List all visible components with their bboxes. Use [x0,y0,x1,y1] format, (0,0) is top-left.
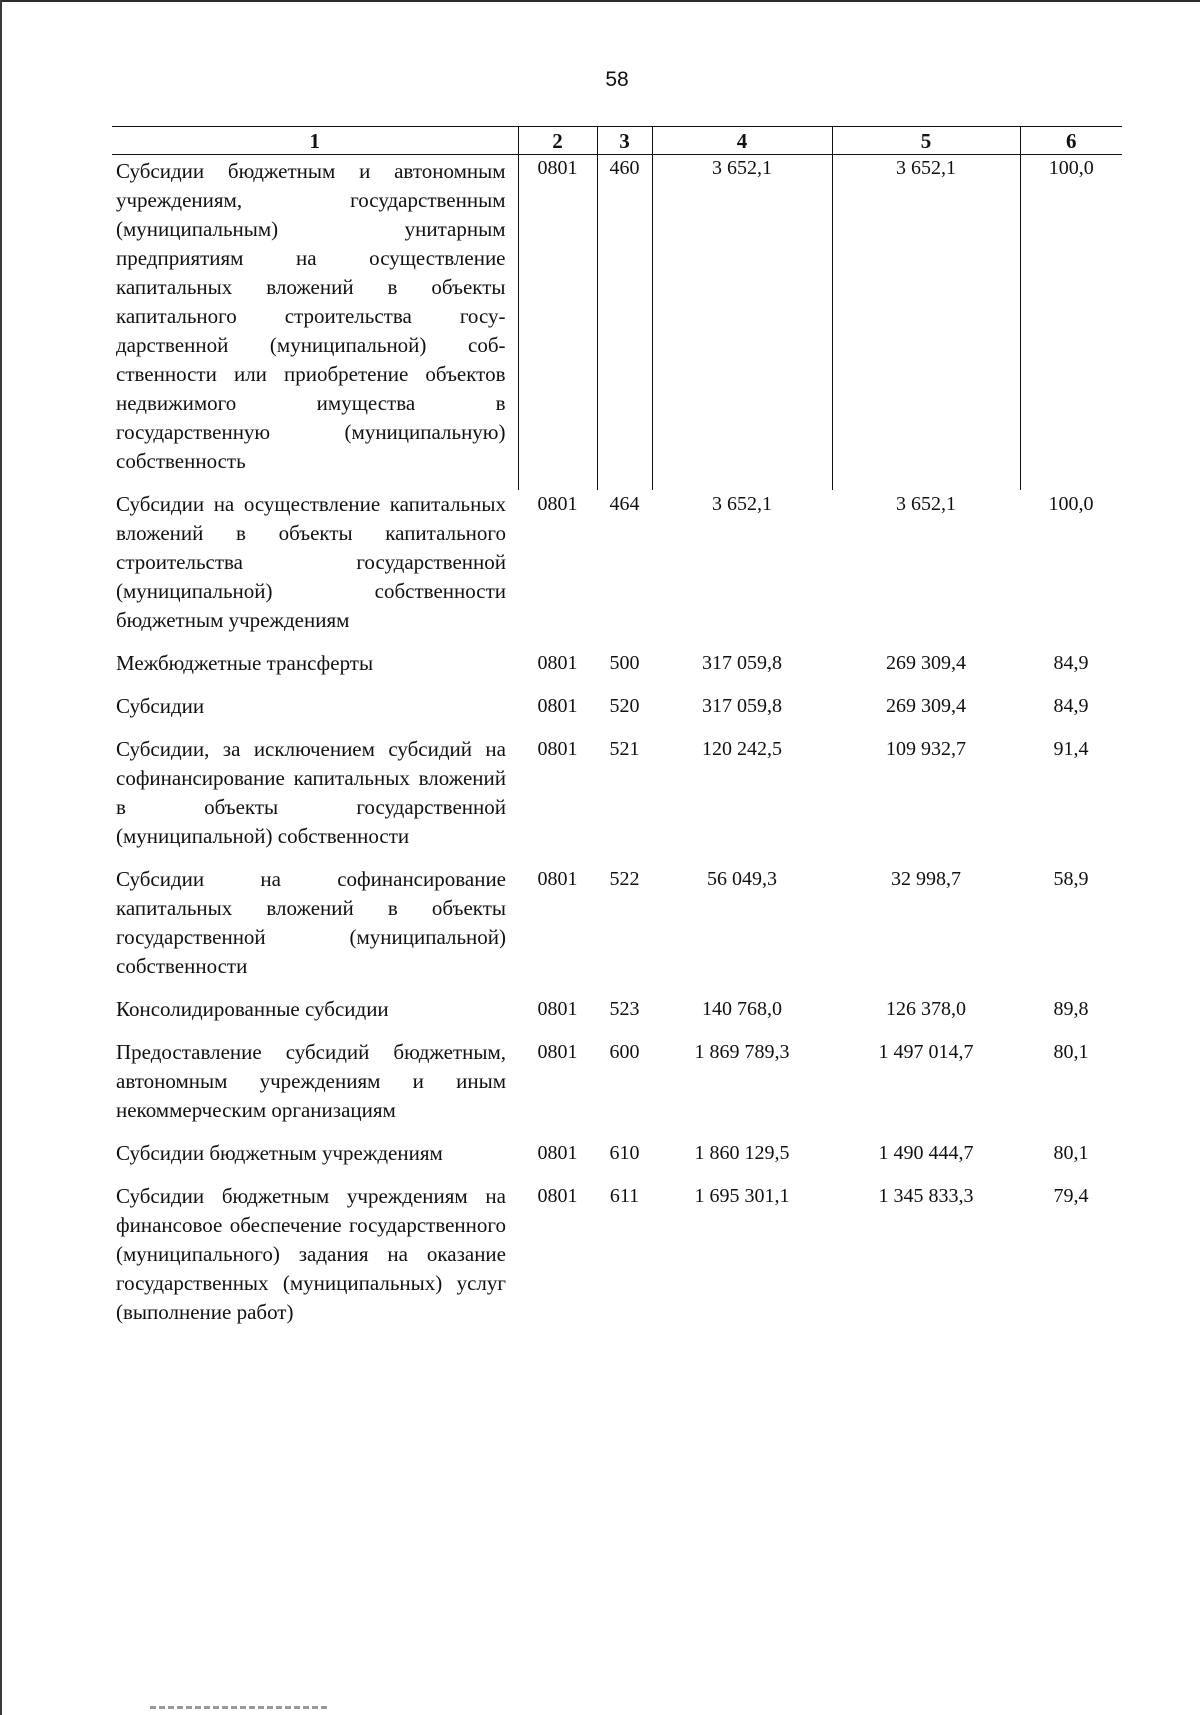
row-expense-type: 600 [609,1041,640,1063]
row-name: Субсидии, за исключением субсидий на софинансирование капитальных вложений в объекты государственной (муниципальной) собственности [116,737,506,848]
row-col-5: 3 652,1 [832,155,1020,491]
table-row [112,865,1122,995]
row-col-6: 80,1 [1053,1041,1089,1063]
table-header [112,127,1122,155]
row-section-code: 0801 [537,695,578,717]
row-col-4: 317 059,8 [702,652,782,674]
row-col-6: 58,9 [1053,868,1089,890]
row-name: Субсидии на осуществление капитальных вложений в объекты капитального строительства государственной (муниципальной) собственности бюджетным учреждениям [116,492,506,632]
scan-edge-left [0,0,2,1715]
row-expense-type: 460 [597,155,652,491]
row-col-4: 1 869 789,3 [694,1041,790,1063]
row-col-4: 3 652,1 [652,155,832,491]
page-number: 58 [605,68,629,91]
row-col-4: 1 695 301,1 [694,1185,790,1207]
scan-edge-top [0,0,1200,2]
row-col-4: 1 860 129,5 [694,1142,790,1164]
row-expense-type: 611 [609,1185,640,1207]
row-col-6: 91,4 [1053,738,1089,760]
row-name: Межбюджетные трансферты [116,651,374,675]
row-col-5: 269 309,4 [886,652,966,674]
row-col-5: 109 932,7 [886,738,966,760]
table-row [112,692,1122,735]
header-col-4: 4 [652,127,832,155]
table-row [112,649,1122,692]
row-section-code: 0801 [518,155,597,491]
row-section-code: 0801 [537,1142,578,1164]
row-col-5: 126 378,0 [886,998,966,1020]
table-row [112,995,1122,1038]
table-row [112,1139,1122,1182]
row-name: Субсидии бюджетным учреждениям [116,1141,443,1165]
row-name: Консолидированные субсидии [116,997,389,1021]
header-col-5: 5 [832,127,1020,155]
row-col-6: 79,4 [1053,1185,1089,1207]
row-section-code: 0801 [537,1185,578,1207]
row-expense-type: 464 [609,493,640,515]
row-col-4: 317 059,8 [702,695,782,717]
row-col-6: 100,0 [1048,493,1094,515]
row-col-4: 3 652,1 [712,493,772,515]
row-col-5: 3 652,1 [896,493,956,515]
header-row [112,127,1122,155]
table-row [112,735,1122,865]
budget-table-container [112,126,1122,1327]
row-expense-type: 500 [609,652,640,674]
row-expense-type: 520 [609,695,640,717]
row-expense-type: 523 [609,998,640,1020]
row-section-code: 0801 [537,868,578,890]
row-col-5: 269 309,4 [886,695,966,717]
row-name: Субсидии бюджетным учреждениям на финансовое обеспечение государственного (муниципального) задания на оказание государственных (муниципальных) услуг (выполнение работ) [116,1184,506,1324]
row-col-5: 32 998,7 [891,868,961,890]
row-section-code: 0801 [537,998,578,1020]
row-name: Предоставление субсидий бюджетным, автономным учреждениям и иным некоммерческим организациям [116,1040,506,1122]
row-col-5: 1 345 833,3 [878,1185,974,1207]
row-col-6: 80,1 [1053,1142,1089,1164]
row-section-code: 0801 [537,1041,578,1063]
table-row [112,1038,1122,1139]
row-expense-type: 522 [609,868,640,890]
table-row [112,490,1122,649]
row-section-code: 0801 [537,738,578,760]
header-col-6: 6 [1020,127,1122,155]
row-col-6: 100,0 [1020,155,1122,491]
table-row [112,1182,1122,1327]
header-col-1: 1 [112,127,518,155]
header-col-2: 2 [518,127,597,155]
scan-artifact-mark [150,1706,330,1709]
row-col-5: 1 490 444,7 [878,1142,974,1164]
row-section-code: 0801 [537,652,578,674]
row-expense-type: 610 [609,1142,640,1164]
budget-table [112,126,1122,1327]
row-name: Субсидии на софинансирование капитальных вложений в объекты государственной (муниципальной) собственности [116,867,506,978]
row-col-4: 120 242,5 [702,738,782,760]
row-col-6: 84,9 [1053,652,1089,674]
row-col-4: 140 768,0 [702,998,782,1020]
table-row [112,155,1122,491]
row-col-6: 84,9 [1053,695,1089,717]
row-name: Субсидии [116,694,205,718]
table-body [112,155,1122,1328]
row-col-5: 1 497 014,7 [878,1041,974,1063]
row-col-4: 56 049,3 [707,868,777,890]
row-name: Субсидии бюджетным и автономным учреждениям, государственным (муниципальным) унитарным предприятиям на осуществление капитальных вложений в объекты капитального строительства государственной (муниципальной) собственности или приобретение объектов недвижимого имущества в государственную (муниципальную) собственность [112,155,518,491]
row-section-code: 0801 [537,493,578,515]
header-col-3: 3 [597,127,652,155]
row-col-6: 89,8 [1053,998,1089,1020]
row-expense-type: 521 [609,738,640,760]
